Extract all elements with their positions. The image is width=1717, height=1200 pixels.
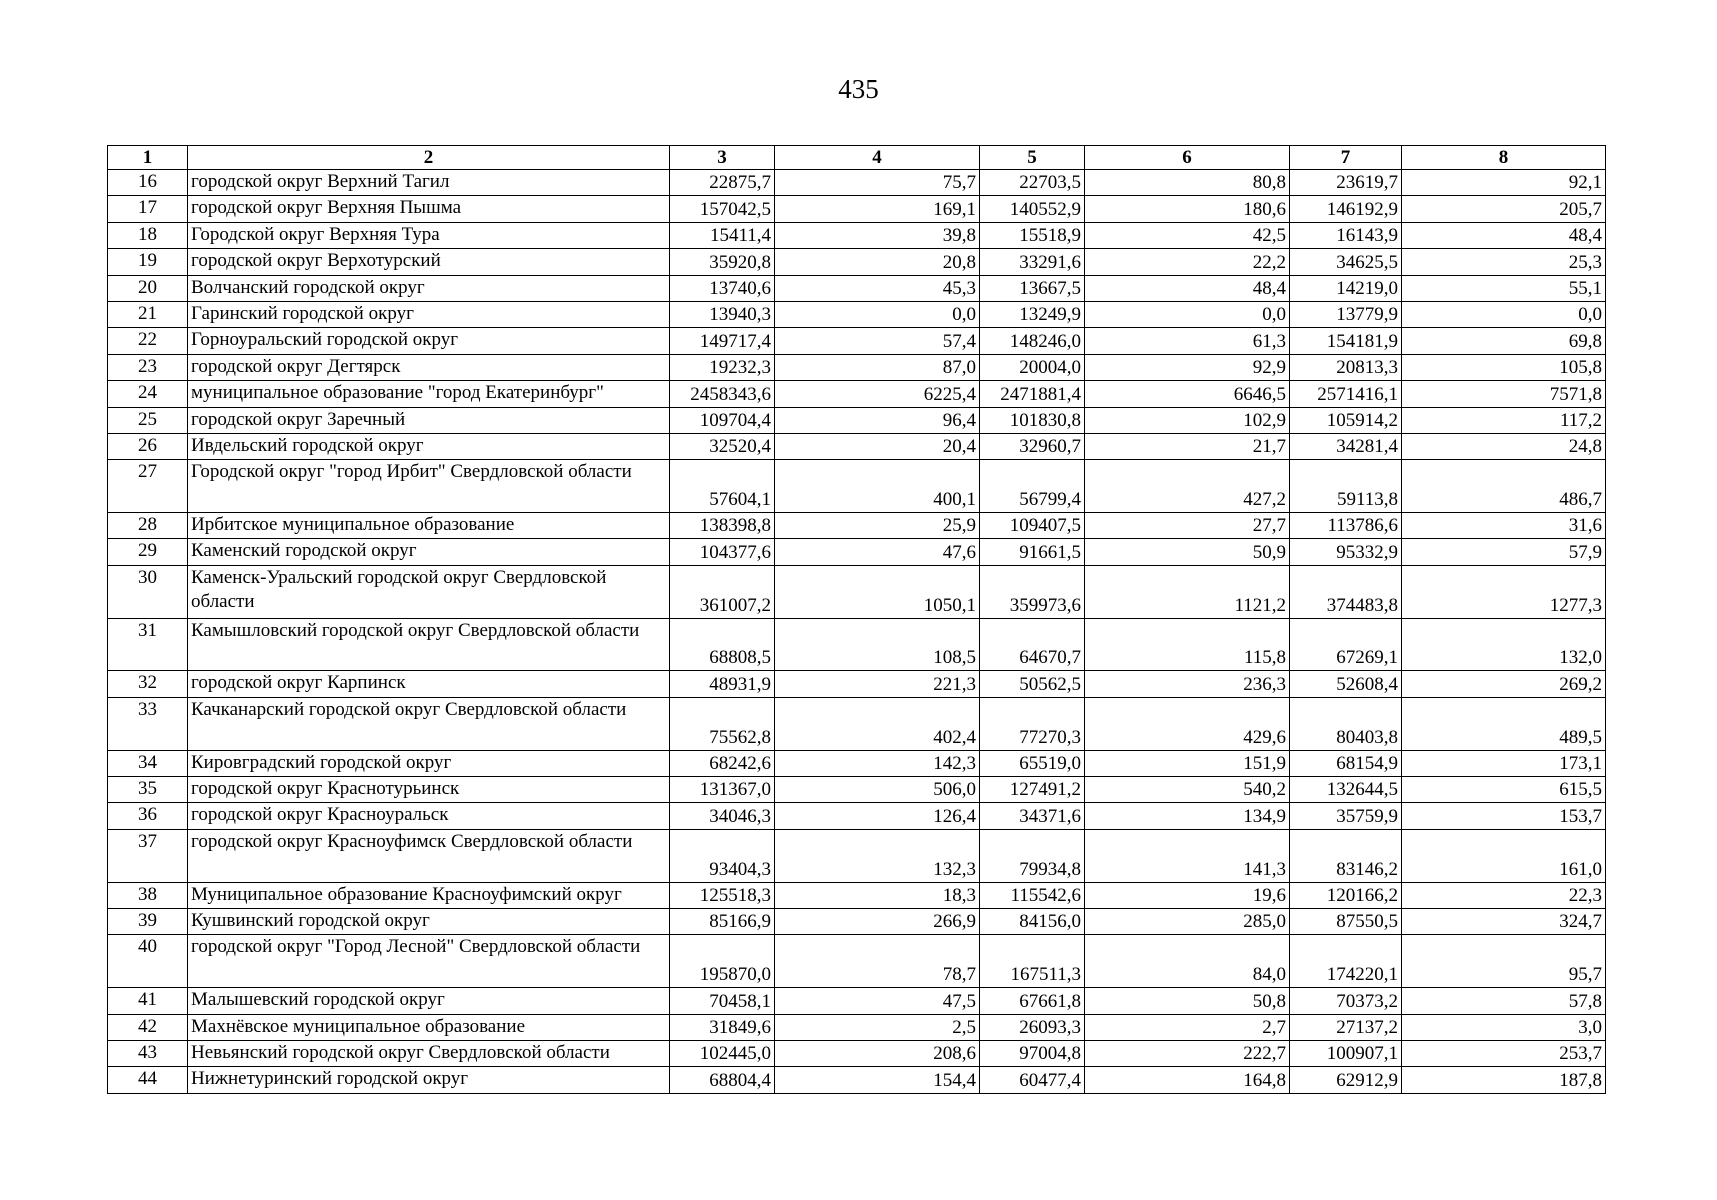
- municipality-name-cell: Ирбитское муниципальное образование: [188, 513, 670, 539]
- value-cell-col-6: 429,6: [1085, 697, 1290, 750]
- value-cell-col-3: 104377,6: [670, 539, 775, 565]
- value-cell-col-5: 13667,5: [980, 275, 1085, 301]
- value-cell-col-4: 126,4: [775, 803, 980, 829]
- value-cell-col-3: 13940,3: [670, 301, 775, 327]
- column-header-1: 1: [108, 146, 188, 170]
- value-cell-col-4: 45,3: [775, 275, 980, 301]
- value-cell-col-6: 84,0: [1085, 935, 1290, 988]
- value-cell-col-5: 56799,4: [980, 460, 1085, 513]
- municipality-name-cell: городской округ Краснотурьинск: [188, 777, 670, 803]
- value-cell-col-3: 68242,6: [670, 750, 775, 776]
- value-cell-col-7: 14219,0: [1290, 275, 1402, 301]
- table-row: [108, 697, 1606, 750]
- column-header-2: 2: [188, 146, 670, 170]
- value-cell-col-8: 173,1: [1402, 750, 1606, 776]
- value-cell-col-5: 101830,8: [980, 407, 1085, 433]
- value-cell-col-8: 22,3: [1402, 882, 1606, 908]
- table-row: [108, 882, 1606, 908]
- value-cell-col-6: 48,4: [1085, 275, 1290, 301]
- row-number-cell: 27: [108, 460, 188, 513]
- municipality-name-cell: Нижнетуринский городской округ: [188, 1067, 670, 1093]
- value-cell-col-5: 148246,0: [980, 328, 1085, 354]
- value-cell-col-5: 34371,6: [980, 803, 1085, 829]
- municipality-name-cell: городской округ Дегтярск: [188, 354, 670, 380]
- column-header-6: 6: [1085, 146, 1290, 170]
- value-cell-col-4: 75,7: [775, 170, 980, 196]
- table-row: [108, 565, 1606, 618]
- value-cell-col-8: 92,1: [1402, 170, 1606, 196]
- value-cell-col-3: 125518,3: [670, 882, 775, 908]
- value-cell-col-4: 2,5: [775, 1014, 980, 1040]
- value-cell-col-4: 78,7: [775, 935, 980, 988]
- table-row: [108, 935, 1606, 988]
- value-cell-col-7: 120166,2: [1290, 882, 1402, 908]
- value-cell-col-4: 0,0: [775, 301, 980, 327]
- value-cell-col-8: 95,7: [1402, 935, 1606, 988]
- table-row: [108, 618, 1606, 671]
- value-cell-col-3: 15411,4: [670, 222, 775, 248]
- value-cell-col-3: 68808,5: [670, 618, 775, 671]
- value-cell-col-4: 57,4: [775, 328, 980, 354]
- value-cell-col-3: 22875,7: [670, 170, 775, 196]
- value-cell-col-5: 359973,6: [980, 565, 1085, 618]
- value-cell-col-6: 222,7: [1085, 1040, 1290, 1066]
- value-cell-col-7: 52608,4: [1290, 671, 1402, 697]
- municipality-name-cell: Кировградский городской округ: [188, 750, 670, 776]
- municipality-name-cell: городской округ Красноуфимск Свердловской области: [188, 829, 670, 882]
- value-cell-col-3: 2458343,6: [670, 381, 775, 407]
- value-cell-col-3: 131367,0: [670, 777, 775, 803]
- municipality-name-cell: Городской округ Верхняя Тура: [188, 222, 670, 248]
- table-row: [108, 196, 1606, 222]
- value-cell-col-4: 47,6: [775, 539, 980, 565]
- value-cell-col-8: 253,7: [1402, 1040, 1606, 1066]
- value-cell-col-4: 221,3: [775, 671, 980, 697]
- value-cell-col-6: 1121,2: [1085, 565, 1290, 618]
- municipality-name-cell: Махнёвское муниципальное образование: [188, 1014, 670, 1040]
- value-cell-col-4: 132,3: [775, 829, 980, 882]
- value-cell-col-4: 47,5: [775, 988, 980, 1014]
- table-row: [108, 170, 1606, 196]
- value-cell-col-7: 20813,3: [1290, 354, 1402, 380]
- value-cell-col-8: 486,7: [1402, 460, 1606, 513]
- row-number-cell: 33: [108, 697, 188, 750]
- value-cell-col-6: 6646,5: [1085, 381, 1290, 407]
- table-row: [108, 777, 1606, 803]
- value-cell-col-5: 97004,8: [980, 1040, 1085, 1066]
- value-cell-col-8: 161,0: [1402, 829, 1606, 882]
- table-row: [108, 381, 1606, 407]
- value-cell-col-7: 83146,2: [1290, 829, 1402, 882]
- table-row: [108, 249, 1606, 275]
- value-cell-col-4: 266,9: [775, 909, 980, 935]
- column-header-8: 8: [1402, 146, 1606, 170]
- value-cell-col-3: 93404,3: [670, 829, 775, 882]
- row-number-cell: 34: [108, 750, 188, 776]
- table-row: [108, 803, 1606, 829]
- row-number-cell: 36: [108, 803, 188, 829]
- row-number-cell: 17: [108, 196, 188, 222]
- value-cell-col-3: 361007,2: [670, 565, 775, 618]
- column-header-5: 5: [980, 146, 1085, 170]
- municipality-name-cell: Каменск-Уральский городской округ Свердловской области: [188, 565, 670, 618]
- table-row: [108, 988, 1606, 1014]
- municipality-name-cell: Малышевский городской округ: [188, 988, 670, 1014]
- value-cell-col-3: 34046,3: [670, 803, 775, 829]
- value-cell-col-3: 109704,4: [670, 407, 775, 433]
- value-cell-col-6: 50,8: [1085, 988, 1290, 1014]
- value-cell-col-7: 154181,9: [1290, 328, 1402, 354]
- value-cell-col-5: 77270,3: [980, 697, 1085, 750]
- value-cell-col-3: 75562,8: [670, 697, 775, 750]
- value-cell-col-4: 1050,1: [775, 565, 980, 618]
- value-cell-col-6: 50,9: [1085, 539, 1290, 565]
- value-cell-col-3: 57604,1: [670, 460, 775, 513]
- value-cell-col-7: 70373,2: [1290, 988, 1402, 1014]
- value-cell-col-4: 506,0: [775, 777, 980, 803]
- value-cell-col-4: 87,0: [775, 354, 980, 380]
- table-row: [108, 909, 1606, 935]
- table-row: [108, 275, 1606, 301]
- value-cell-col-5: 109407,5: [980, 513, 1085, 539]
- value-cell-col-8: 269,2: [1402, 671, 1606, 697]
- row-number-cell: 42: [108, 1014, 188, 1040]
- value-cell-col-7: 35759,9: [1290, 803, 1402, 829]
- value-cell-col-6: 427,2: [1085, 460, 1290, 513]
- value-cell-col-8: 24,8: [1402, 433, 1606, 459]
- row-number-cell: 40: [108, 935, 188, 988]
- value-cell-col-4: 169,1: [775, 196, 980, 222]
- value-cell-col-6: 102,9: [1085, 407, 1290, 433]
- value-cell-col-7: 174220,1: [1290, 935, 1402, 988]
- municipality-name-cell: Качканарский городской округ Свердловской области: [188, 697, 670, 750]
- value-cell-col-5: 65519,0: [980, 750, 1085, 776]
- value-cell-col-4: 20,4: [775, 433, 980, 459]
- value-cell-col-4: 400,1: [775, 460, 980, 513]
- value-cell-col-5: 91661,5: [980, 539, 1085, 565]
- value-cell-col-6: 180,6: [1085, 196, 1290, 222]
- value-cell-col-7: 80403,8: [1290, 697, 1402, 750]
- value-cell-col-6: 22,2: [1085, 249, 1290, 275]
- value-cell-col-8: 117,2: [1402, 407, 1606, 433]
- municipality-name-cell: Гаринский городской округ: [188, 301, 670, 327]
- table-row: [108, 301, 1606, 327]
- value-cell-col-7: 100907,1: [1290, 1040, 1402, 1066]
- column-header-7: 7: [1290, 146, 1402, 170]
- value-cell-col-6: 236,3: [1085, 671, 1290, 697]
- row-number-cell: 35: [108, 777, 188, 803]
- value-cell-col-7: 113786,6: [1290, 513, 1402, 539]
- value-cell-col-7: 23619,7: [1290, 170, 1402, 196]
- value-cell-col-6: 80,8: [1085, 170, 1290, 196]
- value-cell-col-8: 7571,8: [1402, 381, 1606, 407]
- value-cell-col-4: 154,4: [775, 1067, 980, 1093]
- value-cell-col-5: 20004,0: [980, 354, 1085, 380]
- row-number-cell: 29: [108, 539, 188, 565]
- table-row: [108, 1014, 1606, 1040]
- table-row: [108, 407, 1606, 433]
- value-cell-col-3: 48931,9: [670, 671, 775, 697]
- value-cell-col-5: 115542,6: [980, 882, 1085, 908]
- table-row: [108, 354, 1606, 380]
- row-number-cell: 25: [108, 407, 188, 433]
- value-cell-col-3: 32520,4: [670, 433, 775, 459]
- value-cell-col-4: 108,5: [775, 618, 980, 671]
- value-cell-col-7: 13779,9: [1290, 301, 1402, 327]
- value-cell-col-7: 105914,2: [1290, 407, 1402, 433]
- value-cell-col-5: 167511,3: [980, 935, 1085, 988]
- value-cell-col-8: 57,8: [1402, 988, 1606, 1014]
- value-cell-col-8: 1277,3: [1402, 565, 1606, 618]
- value-cell-col-4: 39,8: [775, 222, 980, 248]
- value-cell-col-6: 92,9: [1085, 354, 1290, 380]
- table-row: [108, 433, 1606, 459]
- value-cell-col-8: 132,0: [1402, 618, 1606, 671]
- row-number-cell: 21: [108, 301, 188, 327]
- value-cell-col-7: 59113,8: [1290, 460, 1402, 513]
- value-cell-col-6: 134,9: [1085, 803, 1290, 829]
- table-row: [108, 539, 1606, 565]
- row-number-cell: 37: [108, 829, 188, 882]
- value-cell-col-6: 164,8: [1085, 1067, 1290, 1093]
- municipality-name-cell: городской округ Верхняя Пышма: [188, 196, 670, 222]
- budget-table: [107, 145, 1606, 1094]
- value-cell-col-3: 149717,4: [670, 328, 775, 354]
- municipality-name-cell: Волчанский городской округ: [188, 275, 670, 301]
- row-number-cell: 23: [108, 354, 188, 380]
- value-cell-col-6: 42,5: [1085, 222, 1290, 248]
- column-header-3: 3: [670, 146, 775, 170]
- value-cell-col-3: 19232,3: [670, 354, 775, 380]
- row-number-cell: 28: [108, 513, 188, 539]
- value-cell-col-5: 84156,0: [980, 909, 1085, 935]
- value-cell-col-5: 33291,6: [980, 249, 1085, 275]
- value-cell-col-8: 0,0: [1402, 301, 1606, 327]
- value-cell-col-6: 141,3: [1085, 829, 1290, 882]
- value-cell-col-7: 34281,4: [1290, 433, 1402, 459]
- value-cell-col-4: 208,6: [775, 1040, 980, 1066]
- value-cell-col-8: 153,7: [1402, 803, 1606, 829]
- municipality-name-cell: Городской округ "город Ирбит" Свердловской области: [188, 460, 670, 513]
- value-cell-col-5: 50562,5: [980, 671, 1085, 697]
- value-cell-col-3: 157042,5: [670, 196, 775, 222]
- value-cell-col-3: 68804,4: [670, 1067, 775, 1093]
- row-number-cell: 31: [108, 618, 188, 671]
- municipality-name-cell: городской округ Верхний Тагил: [188, 170, 670, 196]
- value-cell-col-6: 0,0: [1085, 301, 1290, 327]
- value-cell-col-4: 25,9: [775, 513, 980, 539]
- value-cell-col-5: 22703,5: [980, 170, 1085, 196]
- value-cell-col-6: 21,7: [1085, 433, 1290, 459]
- value-cell-col-8: 187,8: [1402, 1067, 1606, 1093]
- value-cell-col-8: 105,8: [1402, 354, 1606, 380]
- value-cell-col-4: 402,4: [775, 697, 980, 750]
- value-cell-col-4: 18,3: [775, 882, 980, 908]
- value-cell-col-5: 67661,8: [980, 988, 1085, 1014]
- value-cell-col-3: 31849,6: [670, 1014, 775, 1040]
- table-header-row: [108, 146, 1606, 170]
- value-cell-col-6: 2,7: [1085, 1014, 1290, 1040]
- column-header-4: 4: [775, 146, 980, 170]
- value-cell-col-8: 205,7: [1402, 196, 1606, 222]
- row-number-cell: 20: [108, 275, 188, 301]
- municipality-name-cell: городской округ Заречный: [188, 407, 670, 433]
- value-cell-col-5: 79934,8: [980, 829, 1085, 882]
- value-cell-col-3: 13740,6: [670, 275, 775, 301]
- value-cell-col-8: 3,0: [1402, 1014, 1606, 1040]
- municipality-name-cell: Камышловский городской округ Свердловской области: [188, 618, 670, 671]
- value-cell-col-7: 16143,9: [1290, 222, 1402, 248]
- value-cell-col-7: 27137,2: [1290, 1014, 1402, 1040]
- table-row: [108, 829, 1606, 882]
- municipality-name-cell: городской округ Красноуральск: [188, 803, 670, 829]
- value-cell-col-6: 540,2: [1085, 777, 1290, 803]
- value-cell-col-6: 27,7: [1085, 513, 1290, 539]
- value-cell-col-6: 61,3: [1085, 328, 1290, 354]
- value-cell-col-3: 35920,8: [670, 249, 775, 275]
- municipality-name-cell: Ивдельский городской округ: [188, 433, 670, 459]
- municipality-name-cell: Невьянский городской округ Свердловской области: [188, 1040, 670, 1066]
- row-number-cell: 16: [108, 170, 188, 196]
- value-cell-col-4: 6225,4: [775, 381, 980, 407]
- municipality-name-cell: муниципальное образование "город Екатеринбург": [188, 381, 670, 407]
- value-cell-col-8: 69,8: [1402, 328, 1606, 354]
- value-cell-col-6: 151,9: [1085, 750, 1290, 776]
- value-cell-col-5: 15518,9: [980, 222, 1085, 248]
- value-cell-col-5: 2471881,4: [980, 381, 1085, 407]
- value-cell-col-6: 285,0: [1085, 909, 1290, 935]
- municipality-name-cell: Каменский городской округ: [188, 539, 670, 565]
- municipality-name-cell: городской округ "Город Лесной" Свердловской области: [188, 935, 670, 988]
- value-cell-col-5: 140552,9: [980, 196, 1085, 222]
- value-cell-col-4: 20,8: [775, 249, 980, 275]
- value-cell-col-5: 26093,3: [980, 1014, 1085, 1040]
- value-cell-col-5: 60477,4: [980, 1067, 1085, 1093]
- row-number-cell: 44: [108, 1067, 188, 1093]
- value-cell-col-8: 31,6: [1402, 513, 1606, 539]
- value-cell-col-5: 127491,2: [980, 777, 1085, 803]
- value-cell-col-6: 115,8: [1085, 618, 1290, 671]
- value-cell-col-7: 146192,9: [1290, 196, 1402, 222]
- row-number-cell: 43: [108, 1040, 188, 1066]
- row-number-cell: 18: [108, 222, 188, 248]
- value-cell-col-8: 615,5: [1402, 777, 1606, 803]
- value-cell-col-7: 132644,5: [1290, 777, 1402, 803]
- table-row: [108, 460, 1606, 513]
- value-cell-col-3: 85166,9: [670, 909, 775, 935]
- municipality-name-cell: Муниципальное образование Красноуфимский округ: [188, 882, 670, 908]
- value-cell-col-7: 2571416,1: [1290, 381, 1402, 407]
- table-row: [108, 750, 1606, 776]
- value-cell-col-7: 95332,9: [1290, 539, 1402, 565]
- municipality-name-cell: Горноуральский городской округ: [188, 328, 670, 354]
- value-cell-col-5: 13249,9: [980, 301, 1085, 327]
- value-cell-col-3: 138398,8: [670, 513, 775, 539]
- row-number-cell: 38: [108, 882, 188, 908]
- value-cell-col-7: 68154,9: [1290, 750, 1402, 776]
- table-body: [108, 170, 1606, 1094]
- value-cell-col-7: 87550,5: [1290, 909, 1402, 935]
- value-cell-col-8: 57,9: [1402, 539, 1606, 565]
- value-cell-col-8: 55,1: [1402, 275, 1606, 301]
- value-cell-col-3: 70458,1: [670, 988, 775, 1014]
- value-cell-col-8: 48,4: [1402, 222, 1606, 248]
- value-cell-col-8: 25,3: [1402, 249, 1606, 275]
- table-row: [108, 1040, 1606, 1066]
- municipality-name-cell: городской округ Верхотурский: [188, 249, 670, 275]
- row-number-cell: 19: [108, 249, 188, 275]
- value-cell-col-4: 96,4: [775, 407, 980, 433]
- value-cell-col-3: 195870,0: [670, 935, 775, 988]
- row-number-cell: 39: [108, 909, 188, 935]
- value-cell-col-7: 374483,8: [1290, 565, 1402, 618]
- value-cell-col-7: 67269,1: [1290, 618, 1402, 671]
- value-cell-col-8: 489,5: [1402, 697, 1606, 750]
- value-cell-col-4: 142,3: [775, 750, 980, 776]
- value-cell-col-3: 102445,0: [670, 1040, 775, 1066]
- municipality-name-cell: городской округ Карпинск: [188, 671, 670, 697]
- table-row: [108, 222, 1606, 248]
- value-cell-col-7: 62912,9: [1290, 1067, 1402, 1093]
- value-cell-col-5: 64670,7: [980, 618, 1085, 671]
- row-number-cell: 26: [108, 433, 188, 459]
- row-number-cell: 24: [108, 381, 188, 407]
- table-row: [108, 1067, 1606, 1093]
- row-number-cell: 32: [108, 671, 188, 697]
- row-number-cell: 22: [108, 328, 188, 354]
- row-number-cell: 30: [108, 565, 188, 618]
- table-row: [108, 328, 1606, 354]
- page-number: 435: [838, 74, 879, 104]
- value-cell-col-6: 19,6: [1085, 882, 1290, 908]
- table-row: [108, 671, 1606, 697]
- value-cell-col-5: 32960,7: [980, 433, 1085, 459]
- municipality-name-cell: Кушвинский городской округ: [188, 909, 670, 935]
- row-number-cell: 41: [108, 988, 188, 1014]
- value-cell-col-8: 324,7: [1402, 909, 1606, 935]
- table-row: [108, 513, 1606, 539]
- value-cell-col-7: 34625,5: [1290, 249, 1402, 275]
